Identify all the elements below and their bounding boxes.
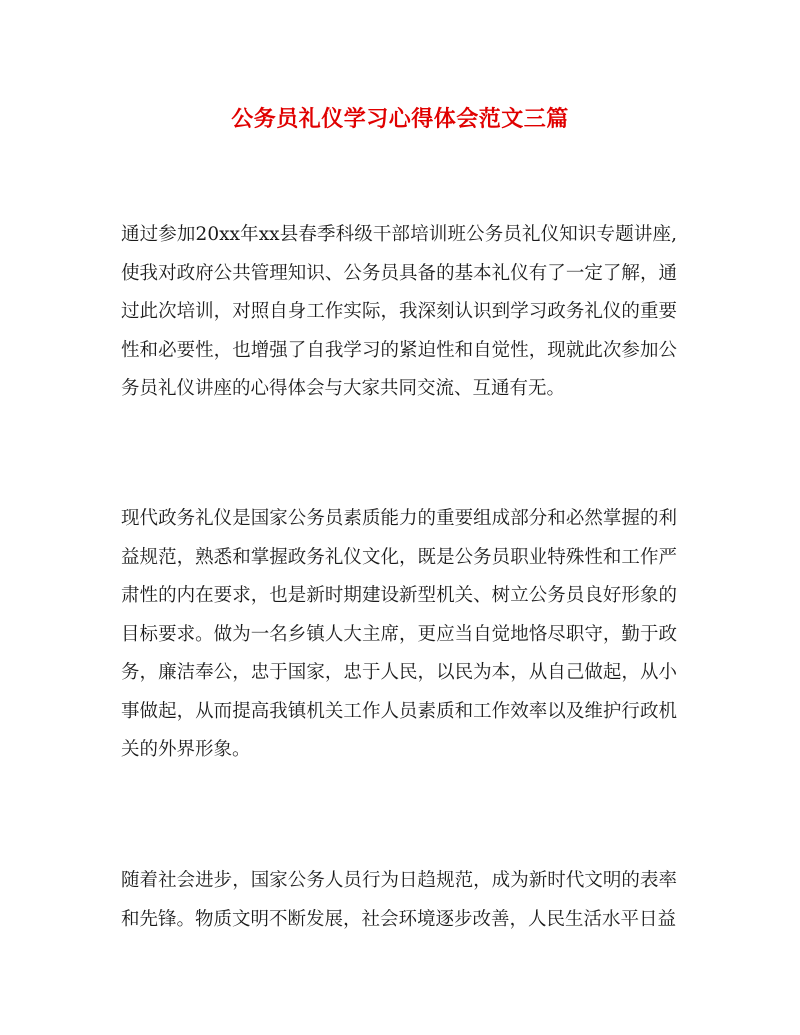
document-title: 公务员礼仪学习心得体会范文三篇 [231, 106, 569, 132]
paragraph-3: 随着社会进步，国家公务人员行为日趋规范，成为新时代文明的表率和先锋。物质文明不断发展，社会环境逐步改善，人民生活水平日益 [121, 870, 677, 930]
paragraph-1: 通过参加20xx年xx县春季科级干部培训班公务员礼仪知识专题讲座,使我对政府公共管理知识、公务员具备的基本礼仪有了一定了解，通过此次培训，对照自身工作实际，我深刻认识到学习政务礼仪的重要性和必要性，也增强了自我学习的紧迫性和自觉性，现就此次参加公务员礼仪讲座的心得体会与大家共同交流、互通有无。 [121, 224, 677, 399]
paragraph-2: 现代政务礼仪是国家公务员素质能力的重要组成部分和必然掌握的利益规范，熟悉和掌握政务礼仪文化，既是公务员职业特殊性和工作严肃性的内在要求，也是新时期建设新型机关、树立公务员良好形象的目标要求。做为一名乡镇人大主席，更应当自觉地恪尽职守，勤于政务，廉洁奉公，忠于国家，忠于人民，以民为本，从自己做起，从小事做起，从而提高我镇机关工作人员素质和工作效率以及维护行政机关的外界形象。 [121, 508, 677, 760]
